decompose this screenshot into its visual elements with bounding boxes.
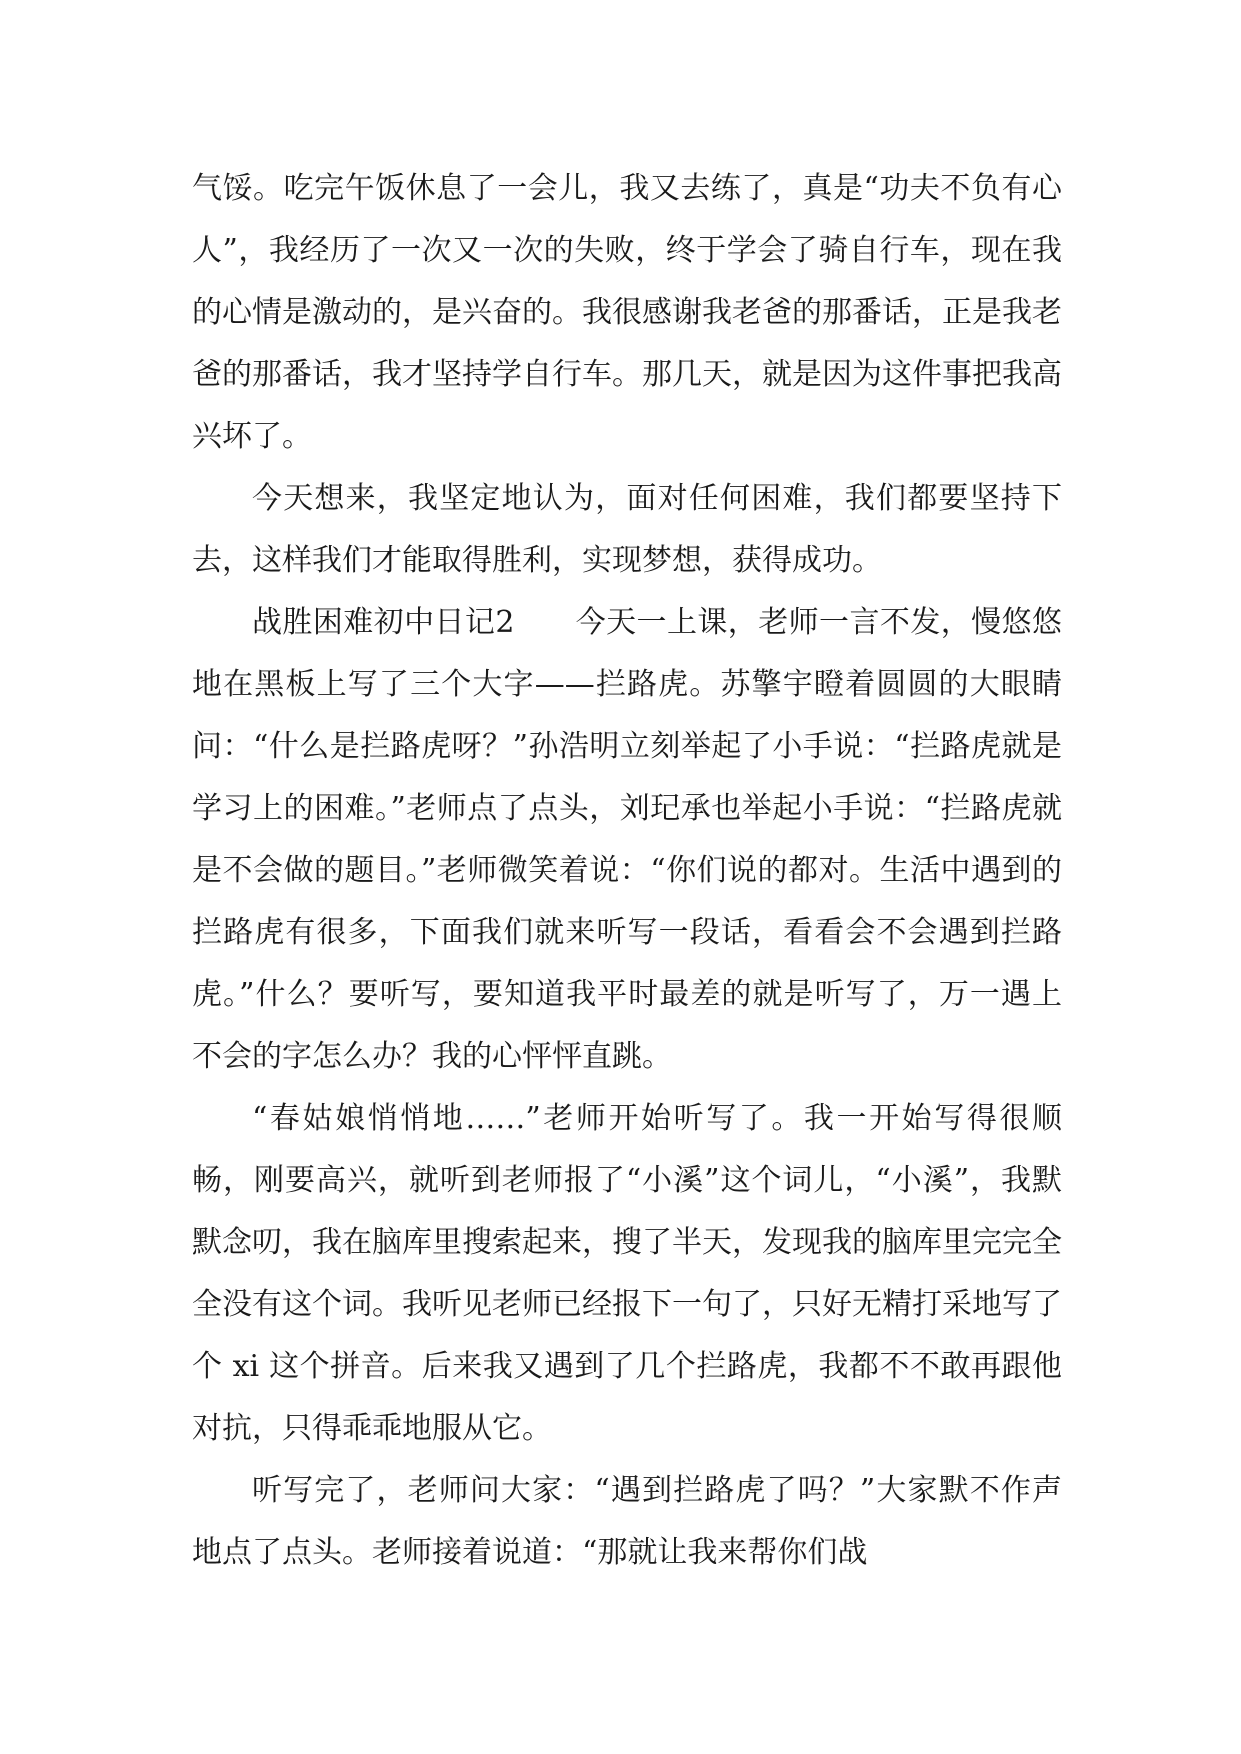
paragraph-2: 今天想来，我坚定地认为，面对任何困难，我们都要坚持下去，这样我们才能取得胜利，实现梦想，获得成功。 <box>192 481 1062 578</box>
body-text <box>192 158 1062 1584</box>
paragraph-3: 战胜困难初中日记2 今天一上课，老师一言不发，慢悠悠地在黑板上写了三个大字——拦路虎。苏擎宇瞪着圆圆的大眼睛问：“什么是拦路虎呀？”孙浩明立刻举起了小手说：“拦路虎就是学习上的困难。”老师点了点头，刘玘承也举起小手说：“拦路虎就是不会做的题目。”老师微笑着说：“你们说的都对。生活中遇到的拦路虎有很多，下面我们就来听写一段话，看看会不会遇到拦路虎。”什么？要听写，要知道我平时最差的就是听写了，万一遇上不会的字怎么办？我的心怦怦直跳。 <box>192 605 1062 1074</box>
paragraph-1: 气馁。吃完午饭休息了一会儿，我又去练了，真是“功夫不负有心人”，我经历了一次又一次的失败，终于学会了骑自行车，现在我的心情是激动的，是兴奋的。我很感谢我老爸的那番话，正是我老爸的那番话，我才坚持学自行车。那几天，就是因为这件事把我高兴坏了。 <box>192 171 1062 454</box>
paragraph-4: “春姑娘悄悄地……”老师开始听写了。我一开始写得很顺畅，刚要高兴，就听到老师报了“小溪”这个词儿，“小溪”，我默默念叨，我在脑库里搜索起来，搜了半天，发现我的脑库里完完全全没有这个词。我听见老师已经报下一句了，只好无精打采地写了个 xi 这个拼音。后来我又遇到了几个拦路虎，我都不不敢再跟他对抗，只得乖乖地服从它。 <box>192 1101 1062 1446</box>
paragraph-5: 听写完了，老师问大家：“遇到拦路虎了吗？”大家默不作声地点了点头。老师接着说道：“那就让我来帮你们战 <box>192 1473 1062 1570</box>
